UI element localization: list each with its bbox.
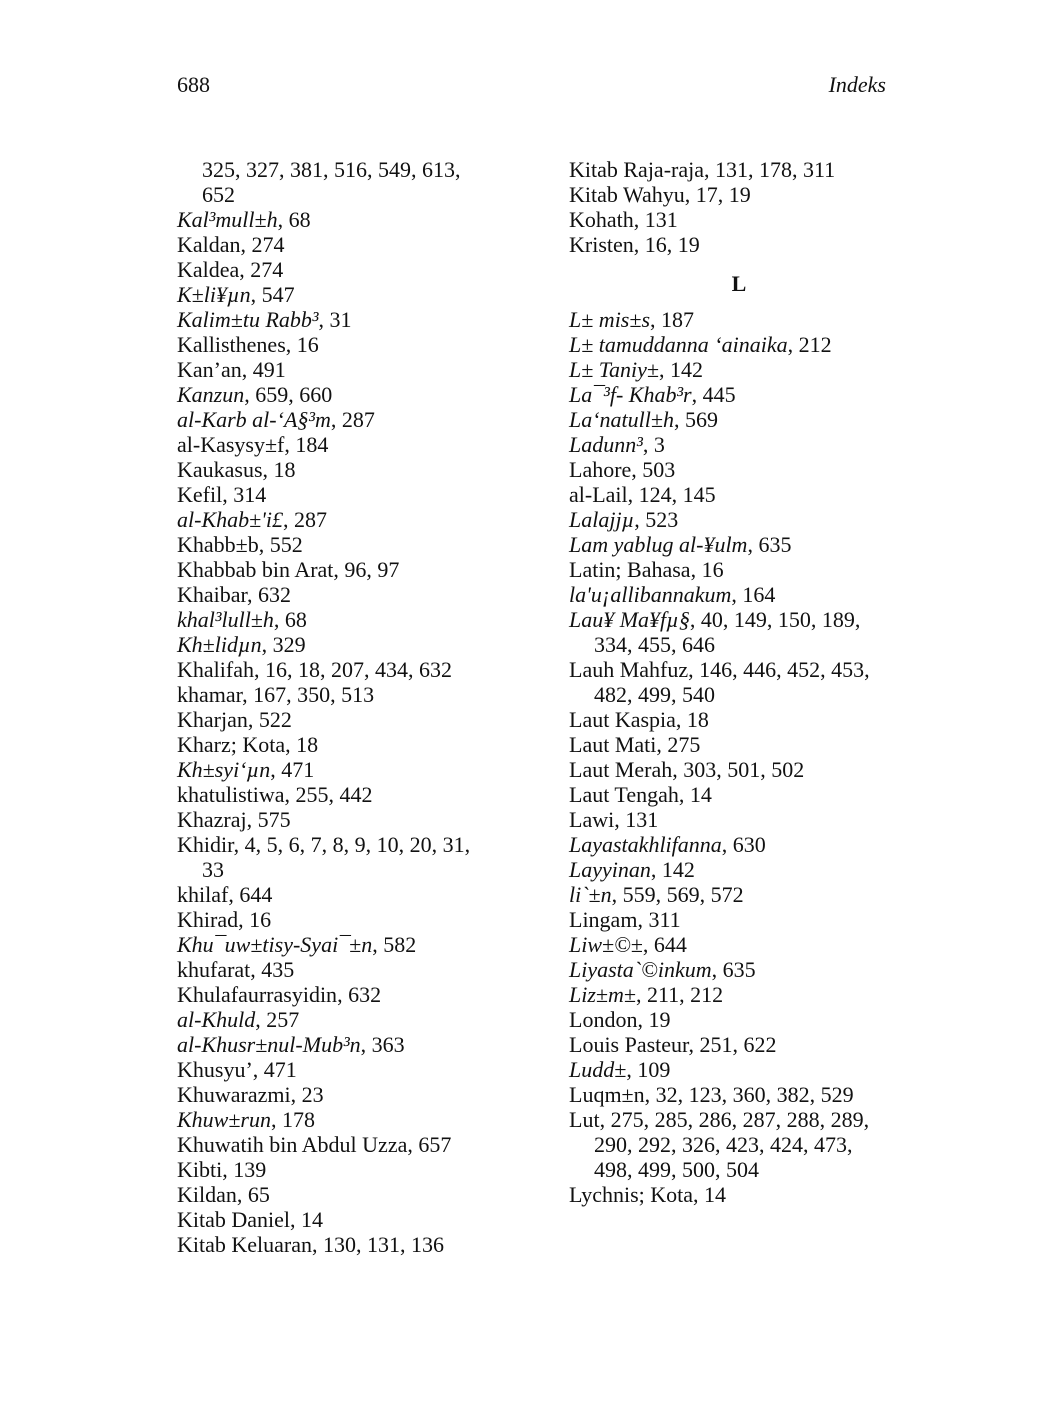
index-entry xyxy=(569,532,909,557)
index-entry xyxy=(569,782,909,807)
index-entry xyxy=(569,357,909,382)
index-pages: , 146, 446, 452, 453, xyxy=(688,657,870,682)
index-pages: , 96, 97 xyxy=(333,557,400,582)
index-pages: , 16 xyxy=(690,557,724,582)
index-entry-continuation: 334, 455, 646 xyxy=(594,632,715,657)
index-entry xyxy=(177,1007,517,1032)
index-entry xyxy=(569,307,909,332)
index-pages: , 329 xyxy=(261,632,306,657)
index-entry xyxy=(177,1082,517,1107)
index-term: Kitab Keluaran xyxy=(177,1232,312,1257)
index-term: L± Taniy± xyxy=(569,357,659,382)
index-term: Khabbab bin Arat xyxy=(177,557,334,582)
index-term: Lingam xyxy=(569,907,638,932)
index-term: Khusyu’ xyxy=(177,1057,253,1082)
index-pages: , 16, 18, 207, 434, 632 xyxy=(253,657,452,682)
index-entry xyxy=(569,732,909,757)
index-term: La‘natull±h xyxy=(569,407,674,432)
index-entry xyxy=(569,457,909,482)
index-entry xyxy=(177,882,517,907)
index-entry-continuation: 482, 499, 540 xyxy=(594,682,715,707)
index-pages: , 4, 5, 6, 7, 8, 9, 10, 20, 31, xyxy=(233,832,471,857)
index-entry xyxy=(177,957,517,982)
index-term: Laut Kaspia xyxy=(569,707,676,732)
index-term: Khidir xyxy=(177,832,234,857)
index-term: Kohath xyxy=(569,207,634,232)
index-entry xyxy=(569,1107,909,1132)
index-term: Ladunn³ xyxy=(569,432,643,457)
index-entry xyxy=(177,357,517,382)
index-term: Lahore xyxy=(569,457,632,482)
index-term: Kallisthenes xyxy=(177,332,286,357)
index-term: Khu¯uw±tisy-Syai¯±n xyxy=(177,932,373,957)
index-pages: , 523 xyxy=(634,507,679,532)
index-term: Khuwatih bin Abdul Uzza xyxy=(177,1132,408,1157)
index-entry xyxy=(569,382,909,407)
index-pages: , 287 xyxy=(283,507,328,532)
index-pages: , 68 xyxy=(273,607,307,632)
index-entry xyxy=(177,1032,517,1057)
index-entry xyxy=(569,1032,909,1057)
index-entry xyxy=(177,582,517,607)
index-entry xyxy=(569,882,909,907)
index-pages: , 659, 660 xyxy=(244,382,333,407)
index-term: Kan’an xyxy=(177,357,242,382)
section-letter: L xyxy=(731,271,747,296)
index-pages: , 16 xyxy=(238,907,272,932)
index-entry xyxy=(177,557,517,582)
index-entry xyxy=(177,807,517,832)
index-term: Layastakhlifanna xyxy=(569,832,722,857)
index-term: London xyxy=(569,1007,638,1032)
index-pages: , 14 xyxy=(678,782,712,807)
index-entry xyxy=(177,907,517,932)
index-pages: , 32, 123, 360, 382, 529 xyxy=(644,1082,854,1107)
index-term: al-Khab±'i£ xyxy=(177,507,284,532)
index-term: Laut Tengah xyxy=(569,782,679,807)
index-pages: , 139 xyxy=(222,1157,267,1182)
page-number: 688 xyxy=(177,72,210,97)
index-term: Ludd± xyxy=(569,1057,627,1082)
index-entry xyxy=(569,607,909,632)
index-term: L± mis±s xyxy=(569,307,651,332)
index-pages: , 582 xyxy=(372,932,417,957)
index-pages: , 255, 442 xyxy=(284,782,373,807)
index-column-right xyxy=(569,157,909,1207)
index-entry xyxy=(569,832,909,857)
index-pages: , 445 xyxy=(691,382,736,407)
index-pages: , 130, 131, 136 xyxy=(312,1232,444,1257)
index-term: Kildan xyxy=(177,1182,237,1207)
index-term: Liyasta`©inkum xyxy=(569,957,712,982)
index-pages: , 311 xyxy=(637,907,681,932)
index-pages: , 635 xyxy=(711,957,756,982)
index-entry xyxy=(177,632,517,657)
index-entry xyxy=(177,757,517,782)
index-entry xyxy=(177,1157,517,1182)
index-term: Kharz; Kota xyxy=(177,732,286,757)
index-entry xyxy=(177,457,517,482)
index-term: Latin; Bahasa xyxy=(569,557,691,582)
index-entry xyxy=(569,582,909,607)
index-pages: , 142 xyxy=(650,857,695,882)
index-term: Laut Merah xyxy=(569,757,673,782)
index-pages: , 275 xyxy=(656,732,701,757)
index-entry xyxy=(569,857,909,882)
index-term: khufarat xyxy=(177,957,251,982)
index-pages: , 14 xyxy=(693,1182,727,1207)
index-entry-continuation: 325, 327, 381, 516, 549, 613, xyxy=(202,157,461,182)
index-term: Khaibar xyxy=(177,582,247,607)
index-pages: , 109 xyxy=(626,1057,671,1082)
index-entry xyxy=(569,232,909,257)
index-term: li`±n xyxy=(569,882,612,907)
index-term: Kibti xyxy=(177,1157,223,1182)
index-pages: , 491 xyxy=(241,357,286,382)
index-entry xyxy=(569,432,909,457)
index-term: Lut xyxy=(569,1107,600,1132)
index-term: Khulafaurrasyidin xyxy=(177,982,338,1007)
index-term: Lawi xyxy=(569,807,615,832)
index-entry-continuation: 498, 499, 500, 504 xyxy=(594,1157,759,1182)
index-entry xyxy=(177,532,517,557)
index-entry xyxy=(177,682,517,707)
index-entry xyxy=(177,1207,517,1232)
index-term: al-Kasysy±f xyxy=(177,432,285,457)
index-entry xyxy=(569,982,909,1007)
index-pages: , 68 xyxy=(277,207,311,232)
index-pages: , 212 xyxy=(787,332,832,357)
index-term: Kh±lidµn xyxy=(177,632,262,657)
index-entry xyxy=(177,1057,517,1082)
index-entry xyxy=(177,657,517,682)
index-pages: , 17, 19 xyxy=(684,182,751,207)
index-term: Kh±syi‘µn xyxy=(177,757,271,782)
index-term: Kitab Daniel xyxy=(177,1207,291,1232)
index-term: al-Khusr±nul-Mub³n xyxy=(177,1032,361,1057)
index-entry-continuation: 33 xyxy=(202,857,224,882)
index-term: al-Khuld xyxy=(177,1007,256,1032)
index-pages: , 18 xyxy=(675,707,709,732)
index-pages: , 187 xyxy=(650,307,695,332)
index-entry xyxy=(569,482,909,507)
index-pages: , 471 xyxy=(270,757,315,782)
index-entry xyxy=(569,657,909,682)
index-term: khal³lull±h xyxy=(177,607,274,632)
index-pages: , 569 xyxy=(673,407,718,432)
index-term: Khuwarazmi xyxy=(177,1082,291,1107)
index-pages: , 131 xyxy=(633,207,678,232)
index-term: Lalajjµ xyxy=(569,507,635,532)
index-term: Kitab Wahyu xyxy=(569,182,685,207)
index-term: L± tamuddanna ‘ainaika xyxy=(569,332,788,357)
index-entry xyxy=(177,707,517,732)
index-entry xyxy=(177,1232,517,1257)
index-pages: , 14 xyxy=(290,1207,324,1232)
index-entry xyxy=(177,507,517,532)
index-pages: , 632 xyxy=(337,982,382,1007)
index-entry xyxy=(177,932,517,957)
index-term: Kitab Raja-raja xyxy=(569,157,704,182)
index-entry xyxy=(177,282,517,307)
index-term: Khuw±run xyxy=(177,1107,271,1132)
index-pages: , 635 xyxy=(747,532,792,557)
index-entry xyxy=(569,507,909,532)
index-pages: , 131, 178, 311 xyxy=(704,157,836,182)
index-entry xyxy=(177,782,517,807)
index-term: Khirad xyxy=(177,907,239,932)
index-term: Kefil xyxy=(177,482,223,507)
index-term: Khazraj xyxy=(177,807,247,832)
index-term: Liz±m± xyxy=(569,982,636,1007)
index-term: Kristen xyxy=(569,232,634,257)
index-term: khatulistiwa xyxy=(177,782,285,807)
index-pages: , 257 xyxy=(255,1007,300,1032)
index-entry xyxy=(177,607,517,632)
index-pages: , 164 xyxy=(731,582,776,607)
index-pages: , 632 xyxy=(246,582,291,607)
index-pages: , 274 xyxy=(240,232,285,257)
index-pages: , 575 xyxy=(246,807,291,832)
index-term: Kalim±tu Rabb³ xyxy=(177,307,319,332)
index-term: Kaukasus xyxy=(177,457,263,482)
index-entry xyxy=(569,157,909,182)
index-term: Lam yablug al-¥ulm xyxy=(569,532,748,557)
index-entry xyxy=(569,1182,909,1207)
index-entry xyxy=(177,332,517,357)
index-term: K±li¥µn xyxy=(177,282,251,307)
running-title: Indeks xyxy=(828,72,886,97)
index-pages: , 251, 622 xyxy=(688,1032,777,1057)
index-pages: , 435 xyxy=(250,957,295,982)
index-term: al-Karb al-‘A§³m xyxy=(177,407,331,432)
index-term: Kharjan xyxy=(177,707,248,732)
index-pages: , 178 xyxy=(270,1107,315,1132)
index-pages: , 65 xyxy=(236,1182,270,1207)
index-entry xyxy=(177,1182,517,1207)
index-pages: , 167, 350, 513 xyxy=(242,682,375,707)
index-pages: , 559, 569, 572 xyxy=(611,882,744,907)
index-entry xyxy=(569,332,909,357)
index-pages: , 274 xyxy=(239,257,284,282)
index-term: al-Lail xyxy=(569,482,628,507)
index-entry xyxy=(569,1057,909,1082)
index-term: Kaldea xyxy=(177,257,240,282)
index-pages: , 471 xyxy=(252,1057,297,1082)
index-entry xyxy=(569,1082,909,1107)
index-pages: , 40, 149, 150, 189, xyxy=(689,607,861,632)
index-entry xyxy=(177,207,517,232)
index-term: Kaldan xyxy=(177,232,241,257)
index-pages: , 142 xyxy=(658,357,703,382)
index-pages: , 18 xyxy=(262,457,296,482)
index-pages: , 303, 501, 502 xyxy=(672,757,805,782)
index-term: Kanzun xyxy=(177,382,245,407)
index-pages: , 522 xyxy=(247,707,292,732)
index-entry xyxy=(569,807,909,832)
index-term: la'u¡allibannakum xyxy=(569,582,732,607)
index-term: Liw±©± xyxy=(569,932,643,957)
index-term: Layyinan xyxy=(569,857,651,882)
index-column-left xyxy=(177,157,517,1257)
index-pages: , 275, 285, 286, 287, 288, 289, xyxy=(599,1107,870,1132)
index-term: Kal³mull±h xyxy=(177,207,278,232)
index-pages: , 16 xyxy=(285,332,319,357)
index-term: khilaf xyxy=(177,882,229,907)
index-pages: , 124, 145 xyxy=(627,482,716,507)
index-pages: , 211, 212 xyxy=(635,982,724,1007)
index-entry xyxy=(569,557,909,582)
index-pages: , 131 xyxy=(614,807,659,832)
index-pages: , 644 xyxy=(228,882,273,907)
index-term: Lau¥ Ma¥fµ§ xyxy=(569,607,690,632)
index-pages: , 287 xyxy=(330,407,375,432)
index-entry xyxy=(177,732,517,757)
index-entry xyxy=(569,407,909,432)
index-entry xyxy=(177,307,517,332)
index-pages: , 19 xyxy=(637,1007,671,1032)
index-term: Luqm±n xyxy=(569,1082,645,1107)
index-entry-continuation: 290, 292, 326, 423, 424, 473, xyxy=(594,1132,853,1157)
index-entry xyxy=(569,932,909,957)
page-header xyxy=(177,72,886,102)
index-term: Khalifah xyxy=(177,657,254,682)
index-pages: , 184 xyxy=(284,432,329,457)
index-term: Louis Pasteur xyxy=(569,1032,689,1057)
index-term: Lychnis; Kota xyxy=(569,1182,694,1207)
index-entry xyxy=(569,907,909,932)
index-pages: , 31 xyxy=(318,307,352,332)
index-term: Lauh Mahfuz xyxy=(569,657,689,682)
index-entry xyxy=(569,182,909,207)
index-entry xyxy=(177,1132,517,1157)
index-entry xyxy=(569,1007,909,1032)
index-pages: , 363 xyxy=(360,1032,405,1057)
index-pages: , 552 xyxy=(258,532,303,557)
index-pages: , 644 xyxy=(642,932,687,957)
index-entry xyxy=(177,257,517,282)
index-entry xyxy=(177,232,517,257)
index-entry xyxy=(177,1107,517,1132)
index-entry-continuation: 652 xyxy=(202,182,235,207)
index-entry xyxy=(177,407,517,432)
index-entry xyxy=(569,707,909,732)
index-entry xyxy=(569,957,909,982)
index-term: Laut Mati xyxy=(569,732,657,757)
index-term: La¯³f- Khab³r xyxy=(569,382,692,407)
index-entry xyxy=(177,832,517,857)
index-entry xyxy=(177,432,517,457)
index-pages: , 23 xyxy=(290,1082,324,1107)
index-pages: , 547 xyxy=(250,282,295,307)
index-entry xyxy=(569,757,909,782)
index-pages: , 630 xyxy=(721,832,766,857)
index-term: Khabb±b xyxy=(177,532,259,557)
index-pages: , 3 xyxy=(642,432,665,457)
index-pages: , 657 xyxy=(407,1132,452,1157)
index-entry xyxy=(569,207,909,232)
index-pages: , 503 xyxy=(631,457,676,482)
index-entry xyxy=(177,982,517,1007)
index-entry xyxy=(177,482,517,507)
index-entry xyxy=(177,382,517,407)
index-term: khamar xyxy=(177,682,243,707)
index-pages: , 314 xyxy=(222,482,267,507)
index-pages: , 18 xyxy=(285,732,319,757)
index-pages: , 16, 19 xyxy=(633,232,700,257)
